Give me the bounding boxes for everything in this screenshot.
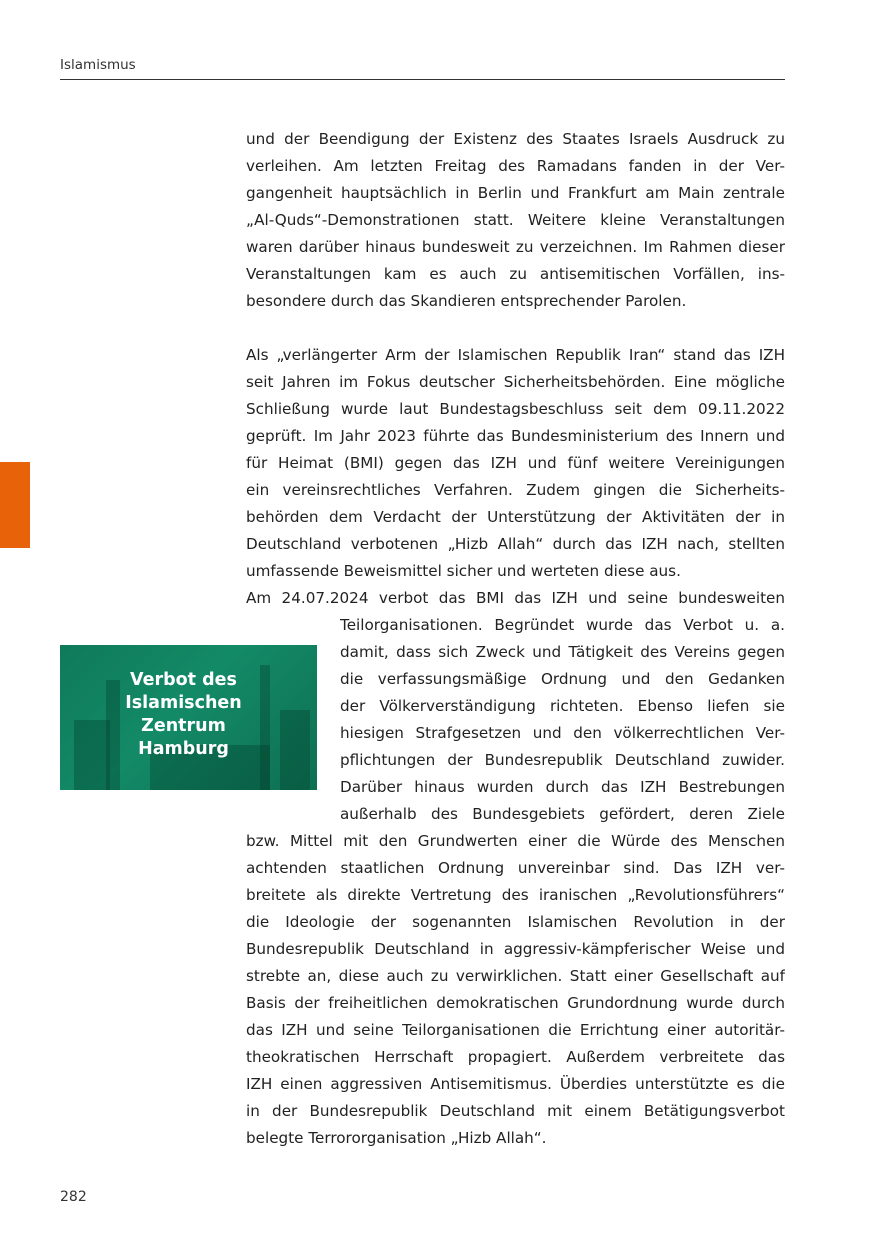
paragraph-3-first-line bbox=[246, 585, 785, 612]
margin-box-title-line: Zentrum bbox=[141, 716, 226, 736]
text-line: und der Beendigung der Existenz des Staates Israels Ausdruck zu bbox=[246, 130, 785, 148]
margin-box-title bbox=[60, 669, 307, 761]
text-line: Veranstaltungen kam es auch zu antisemitischen Vorfällen, ins- bbox=[246, 265, 785, 283]
text-line: geprüft. Im Jahr 2023 führte das Bundesministerium des Innern und bbox=[246, 427, 785, 445]
text-line: behörden dem Verdacht der Unterstützung der Aktivitäten der in bbox=[246, 508, 785, 526]
text-line: Deutschland verbotenen „Hizb Allah“ durch das IZH nach, stellten bbox=[246, 535, 785, 553]
text-line: der Völkerverständigung richteten. Ebenso liefen sie bbox=[340, 697, 785, 715]
text-line: in der Bundesrepublik Deutschland mit einem Betätigungsverbot bbox=[246, 1102, 785, 1120]
text-line: Bundesrepublik Deutschland in aggressiv-kämpferischer Weise und bbox=[246, 940, 785, 958]
text-line: „Al-Quds“-Demonstrationen statt. Weitere kleine Veranstaltungen bbox=[246, 211, 785, 229]
text-line: Teilorganisationen. Begründet wurde das Verbot u. a. bbox=[340, 616, 785, 634]
text-line: Darüber hinaus wurden durch das IZH Bestrebungen bbox=[340, 778, 785, 796]
text-line: die verfassungsmäßige Ordnung und den Gedanken bbox=[340, 670, 785, 688]
text-line: achtenden staatlichen Ordnung unvereinbar sind. Das IZH ver- bbox=[246, 859, 785, 877]
text-line: Schließung wurde laut Bundestagsbeschluss seit dem 09.11.2022 bbox=[246, 400, 785, 418]
margin-box-title-line: Verbot des bbox=[130, 670, 237, 690]
chapter-tab bbox=[0, 462, 30, 548]
margin-box-title-line: Hamburg bbox=[138, 739, 229, 759]
text-line: verleihen. Am letzten Freitag des Ramadans fanden in der Ver- bbox=[246, 157, 785, 175]
text-line: das IZH und seine Teilorganisationen die Errichtung einer autoritär- bbox=[246, 1021, 785, 1039]
text-line: seit Jahren im Fokus deutscher Sicherheitsbehörden. Eine mögliche bbox=[246, 373, 785, 391]
text-line: ein vereinsrechtliches Verfahren. Zudem gingen die Sicherheits- bbox=[246, 481, 785, 499]
text-line: strebte an, diese auch zu verwirklichen. Statt einer Gesellschaft auf bbox=[246, 967, 785, 985]
text-line: für Heimat (BMI) gegen das IZH und fünf weitere Vereinigungen bbox=[246, 454, 785, 472]
margin-box-title-line: Islamischen bbox=[125, 693, 242, 713]
paragraph-2 bbox=[246, 342, 785, 585]
text-line: belegte Terrororganisation „Hizb Allah“. bbox=[246, 1129, 547, 1147]
running-head: Islamismus bbox=[60, 57, 136, 73]
text-line: besondere durch das Skandieren entsprechender Parolen. bbox=[246, 292, 687, 310]
text-line: außerhalb des Bundesgebiets gefördert, deren Ziele bbox=[340, 805, 785, 823]
text-line: hiesigen Strafgesetzen und den völkerrechtlichen Ver- bbox=[340, 724, 785, 742]
text-line: gangenheit hauptsächlich in Berlin und Frankfurt am Main zentrale bbox=[246, 184, 785, 202]
text-line: pflichtungen der Bundesrepublik Deutschland zuwider. bbox=[340, 751, 785, 769]
text-line: damit, dass sich Zweck und Tätigkeit des Vereins gegen bbox=[340, 643, 785, 661]
paragraph-3-continued bbox=[246, 828, 785, 1152]
header-rule bbox=[60, 79, 785, 80]
paragraph-3-indented bbox=[340, 612, 785, 828]
text-line: Am 24.07.2024 verbot das BMI das IZH und seine bundesweiten bbox=[246, 589, 785, 607]
page-number: 282 bbox=[60, 1189, 87, 1205]
margin-box bbox=[60, 645, 317, 790]
paragraph-1 bbox=[246, 126, 785, 315]
text-line: Basis der freiheitlichen demokratischen Grundordnung wurde durch bbox=[246, 994, 785, 1012]
text-line: theokratischen Herrschaft propagiert. Außerdem verbreitete das bbox=[246, 1048, 785, 1066]
text-line: IZH einen aggressiven Antisemitismus. Überdies unterstützte es die bbox=[246, 1075, 785, 1093]
text-line: breitete als direkte Vertretung des iranischen „Revolutionsführers“ bbox=[246, 886, 785, 904]
text-line: die Ideologie der sogenannten Islamischen Revolution in der bbox=[246, 913, 785, 931]
text-line: Als „verlängerter Arm der Islamischen Republik Iran“ stand das IZH bbox=[246, 346, 785, 364]
text-line: bzw. Mittel mit den Grundwerten einer die Würde des Menschen bbox=[246, 832, 785, 850]
text-line: waren darüber hinaus bundesweit zu verzeichnen. Im Rahmen dieser bbox=[246, 238, 785, 256]
text-line: umfassende Beweismittel sicher und werteten diese aus. bbox=[246, 562, 681, 580]
